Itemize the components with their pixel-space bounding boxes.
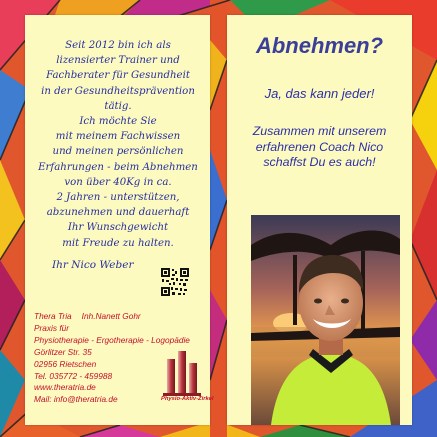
clinic-line: 02956 Rietschen — [34, 358, 97, 369]
coach-photo — [251, 215, 400, 425]
clinic-name: Thera Tria — [34, 311, 72, 321]
bio-line: mit Freude zu halten. — [62, 237, 174, 249]
signature: Ihr Nico Weber — [52, 259, 134, 271]
bio-line: Ihr Wunschgewicht — [67, 222, 169, 234]
bio-line: abzunehmen und dauerhaft — [46, 207, 190, 219]
page-title: Abnehmen? — [255, 33, 384, 58]
clinic-line: Physiotherapie - Ergotherapie - Logopädie — [34, 334, 190, 345]
bio-line: mit meinem Fachwissen — [55, 131, 181, 143]
bio-text — [33, 38, 203, 251]
bio-line: Erfahrungen - beim Abnehmen — [38, 161, 198, 173]
subtitle: Ja, das kann jeder! — [264, 86, 375, 101]
intro-line: schaffst Du es auch! — [263, 155, 376, 169]
clinic-line: Praxis für — [34, 322, 70, 333]
logo-text: Physio-Aktiv-Zirkel — [161, 396, 214, 402]
clinic-phone: Tel. 035772 - 459988 — [34, 370, 113, 381]
bio-line: tätig. — [104, 100, 132, 112]
intro-text — [227, 124, 412, 171]
clinic-website-link[interactable]: www.theratria.de — [34, 382, 96, 393]
bio-line: lizensierter Trainer und — [56, 55, 180, 67]
intro-line: erfahrenen Coach Nico — [255, 139, 384, 154]
bio-line: Fachberater für Gesundheit — [46, 70, 190, 82]
clinic-line: Görlitzer Str. 35 — [34, 346, 92, 357]
bio-line: von über 40Kg in ca. — [64, 176, 172, 188]
intro-line: Zusammen mit unserem — [252, 124, 387, 138]
clinic-owner: Inh.Nanett Gohr — [81, 311, 141, 321]
bio-line: Ich möchte Sie — [79, 116, 157, 128]
bio-line: in der Gesundheitsprävention — [41, 85, 195, 97]
bio-line: Seit 2012 bin ich als — [65, 40, 171, 51]
clinic-email-link[interactable]: Mail: info@theratria.de — [34, 394, 118, 405]
qr-code[interactable] — [161, 268, 189, 296]
bio-line: und meinen persönlichen — [52, 146, 184, 158]
bio-line: 2 Jahren - unterstützen, — [56, 192, 180, 204]
